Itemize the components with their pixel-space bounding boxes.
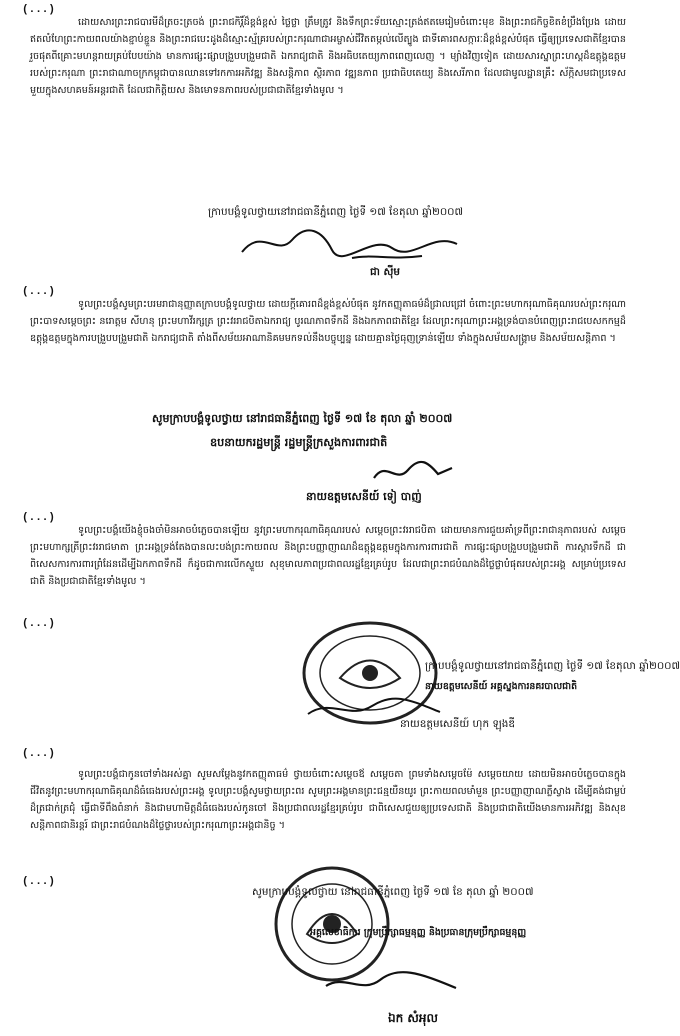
section-3-signatory: នាយឧត្តមសេនីយ៍ ហុក ឡុងឌី <box>400 718 515 730</box>
section-4-place-date: សូមក្រាបបង្គំទូលថ្វាយ នៅរាជធានីភ្នំពេញ ថ្ងៃទី ១៧ ខែ តុលា ឆ្នាំ ២០០៧ <box>252 886 534 898</box>
section-4-body: ទូលព្រះបង្គំជាកូនចៅទាំងអស់គ្នា សូមសម្តែងនូវកតញ្ញុតាធម៌ ថ្វាយចំពោះសម្តេចឪ សម្តេចតា ព្រមទាំងសម្តេចម៉ែ សម្តេចយាយ ដោយមិនអាចបំភ្លេចបានក្នុងជីវិតនូវព្រះមហាករុណាធិគុណដ៏ធំធេងរបស់ព្រះអង្គ ទូលព្រះបង្គំសូមថ្វាយព្រះពរ សូមព្រះអង្គមានព្រះជន្មយឺនយូរ ព្រះកាយពលមាំមួន ព្រះបញ្ញាញាណភ្លឺស្វាង ដើម្បីគង់ជាម្លប់ដ៏ត្រជាក់ត្រជុំ ធ្វើជាទីពឹងពំនាក់ និងជាមហាមិត្តដ៏ធំធេងរបស់កូនចៅ និងប្រជាពលរដ្ឋខ្មែរគ្រប់រូប ជាពិសេសជួយឲ្យប្រទេសជាតិ និងប្រជាជាតិយើងមានការអភិវឌ្ឍ និងសុខសន្តិភាពជានិរន្តរ៍ ជាព្រះរាជបំណងដ៏ថ្លៃថ្លារបស់ព្រះករុណាព្រះអង្គជានិច្ច ។ <box>30 769 626 831</box>
ellipsis-marker: (...) <box>22 748 56 760</box>
section-1-signatory: ជា ស៊ីម <box>370 266 400 278</box>
handwritten-signature <box>368 456 458 488</box>
handwritten-signature <box>232 222 472 266</box>
handwritten-signature <box>318 968 468 998</box>
ellipsis-marker: (...) <box>22 4 56 16</box>
official-seal-stamp <box>272 864 392 984</box>
section-2-title: ឧបនាយករដ្ឋមន្ត្រី រដ្ឋមន្ត្រីក្រសួងការពារជាតិ <box>210 436 388 449</box>
section-3-body: ទូលព្រះបង្គំយើងខ្ញុំចងចាំមិនអាចបំភ្លេចបានឡើយ នូវព្រះមហាករុណាធិគុណរបស់ សម្តេចព្រះវររាជបិតា ដោយមានការជួយគាំទ្រពីព្រះរាជានុភាពរបស់ សម្តេចព្រះមហាក្សត្រីព្រះវររាជមាតា ព្រះអង្គទ្រង់តែងបានលះបង់ព្រះកាយពល និងព្រះបញ្ញាញាណដ៏ឧត្តុង្គឧត្តមក្នុងការការពារជាតិ ការផ្សះផ្សាបង្រួបបង្រួមជាតិ ការស្តារទឹកដី ជាពិសេសការការពារព្រំដែនដើម្បីឯកភាពទឹកដី ក៏ដូចជាការលើកស្ទួយ សុខុមាលភាពប្រជាពលរដ្ឋខ្មែរគ្រប់រូប ដែលជាព្រះរាជបំណងដ៏ថ្លៃថ្លាបំផុតរបស់ព្រះអង្គ សម្រាប់ប្រទេសជាតិ និងប្រជាជាតិខ្មែរទាំងមូល ។ <box>30 525 626 587</box>
ellipsis-marker: (...) <box>22 286 56 298</box>
ellipsis-marker: (...) <box>22 876 56 888</box>
section-2-signatory: នាយឧត្តមសេនីយ៍ ទៀ បាញ់ <box>306 490 422 503</box>
section-3-title: នាយឧត្តមសេនីយ៍ អគ្គស្នងការនគរបាលជាតិ <box>425 681 578 692</box>
ellipsis-marker: (...) <box>22 512 56 524</box>
ellipsis-marker: (...) <box>22 618 56 630</box>
section-3-place-date: ក្រាបបង្គំទូលថ្វាយនៅរាជធានីភ្នំពេញ ថ្ងៃទី ១៧ ខែតុលា ឆ្នាំ២០០៧ <box>425 660 680 672</box>
section-1-place-date: ក្រាបបង្គំទូលថ្វាយនៅរាជធានីភ្នំពេញ ថ្ងៃទី ១៧ ខែតុលា ឆ្នាំ២០០៧ <box>208 206 464 218</box>
section-1-body: ដោយសារព្រះរាជបារមីដ៏ត្រចះត្រចង់ ព្រះរាជកិរ្តិ៍ដ៏ខ្ពង់ខ្ពស់ ថ្លៃថ្លា ត្រឹមត្រូវ និងទឹកព្រះទ័យស្មោះត្រង់ឥតមេរៀមចំពោះមុខ និងព្រះរាជកិច្ចខិតខំប្រឹងប្រែង ដោយឥតលំហែព្រះកាយពលយ៉ាងខ្ជាប់ខ្ជួន និងព្រះរាជបេះដូងដ៏ស្មោះស្ម័គ្ររបស់ព្រះករុណាជាអម្ចាស់ជីវិតតម្កល់លើត្បូង ជាទីគោរពសក្ការៈដ៏ខ្ពង់ខ្ពស់បំផុត ធ្វើឲ្យប្រទេសជាតិខ្មែរបានរួចផុតពីគ្រោះមហន្តរាយគ្រប់បែបយ៉ាង មានការផ្សះផ្សាបង្រួបបង្រួមជាតិ ឯករាជ្យជាតិ និងអធិបតេយ្យភាពពេញលេញ ។ ម្យ៉ាងវិញទៀត ដោយសារស្នាព្រះហស្តដ៏ឧត្តុង្គឧត្តមរបស់ព្រះករុណា ព្រះរាជាណាចក្រកម្ពុជាបានឈានទៅរកការអភិវឌ្ឍ និងសន្តិភាព ស្ថិរភាព វឌ្ឍនភាព ប្រជាធិបតេយ្យ និងសេរីភាព ដែលជាមូលដ្ឋានគ្រឹះ ស័ក្កិសមជាប្រទេសមួយក្នុងសហគមន៍អន្តរជាតិ ដែលជាកិត្តិយស និងមោទនភាពរបស់ប្រជាជាតិខ្មែរទាំងមូល ។ <box>30 17 626 96</box>
section-4-title: អគ្គលេខាធិការ ក្រុមប្រឹក្សាធម្មនុញ្ញ និងប្រធានក្រុមប្រឹក្សាធម្មនុញ្ញ <box>310 927 527 938</box>
section-2-place-date: សូមក្រាបបង្គំទូលថ្វាយ នៅរាជធានីភ្នំពេញ ថ្ងៃទី ១៧ ខែ តុលា ឆ្នាំ ២០០៧ <box>152 412 453 425</box>
section-2-body: ទូលព្រះបង្គំសូមព្រះបរមរាជានុញ្ញាតក្រាបបង្គំទូលថ្វាយ ដោយក្តីគោរពដ៏ខ្ពង់ខ្ពស់បំផុត នូវកតញ្ញុតាធម៌ដ៏ជ្រាលជ្រៅ ចំពោះព្រះមហាករុណាធិគុណរបស់ព្រះករុណាព្រះបាទសម្តេចព្រះ នរោត្តម សីហនុ ព្រះមហាវីរក្សត្រ ព្រះវររាជបិតាឯករាជ្យ បូរណភាពទឹកដី និងឯកភាពជាតិខ្មែរ ដែលព្រះករុណាព្រះអង្គទ្រង់បានបំពេញព្រះរាជបេសកកម្មដ៏ឧត្តុង្គឧត្តមក្នុងការបង្រួបបង្រួមជាតិ ឯករាជ្យជាតិ តាំងពីសម័យអាណានិគមមកទល់នឹងបច្ចុប្បន្ន ដោយគ្មានថ្ងៃធុញទ្រាន់ឡើយ ទាំងក្នុងសម័យសង្គ្រាម និងសម័យសន្តិភាព ។ <box>30 299 627 344</box>
section-4-signatory: ឯក សំអុល <box>388 1011 438 1025</box>
